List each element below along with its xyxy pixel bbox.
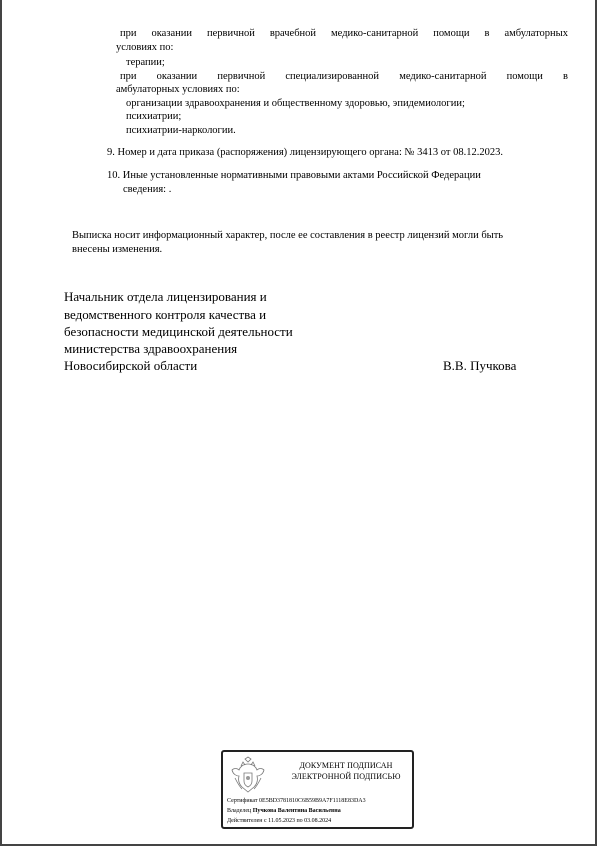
- activity-line: при оказании первичной врачебной медико-санитарной помощи в амбулаторных: [120, 28, 568, 39]
- item-9-order: 9. Номер и дата приказа (распоряжения) лицензирующего органа: № 3413 от 08.12.2023.: [107, 147, 503, 158]
- activity-line: психиатрии;: [126, 111, 182, 122]
- electronic-signature-stamp: [221, 750, 414, 829]
- signatory-title: безопасности медицинской деятельности: [64, 324, 293, 339]
- item-10-line2: сведения: .: [123, 184, 172, 195]
- info-note-line2: внесены изменения.: [72, 244, 163, 255]
- activity-line: терапии;: [126, 57, 165, 68]
- stamp-validity: Действителен с 11.05.2023 по 03.08.2024: [227, 818, 332, 824]
- signatory-name: В.В. Пучкова: [443, 358, 517, 373]
- stamp-heading-line2: ЭЛЕКТРОННОЙ ПОДПИСЬЮ: [291, 772, 401, 781]
- item-10-line1: 10. Иные установленные нормативными правовыми актами Российской Федерации: [107, 170, 481, 181]
- stamp-owner: [227, 807, 341, 815]
- activity-line: условиях по:: [116, 42, 174, 53]
- signatory-title: Начальник отдела лицензирования и: [64, 289, 267, 304]
- stamp-heading: [281, 760, 411, 782]
- info-note-line1: Выписка носит информационный характер, после ее составления в реестр лицензий могли быть: [72, 230, 504, 241]
- stamp-owner-name: Пучкова Валентина Васильевна: [252, 808, 341, 814]
- activity-line: амбулаторных условиях по:: [116, 84, 240, 95]
- page-border-left: [0, 0, 2, 846]
- stamp-owner-label: Владелец: [227, 808, 252, 814]
- activity-line: организации здравоохранения и общественному здоровью, эпидемиологии;: [126, 98, 465, 109]
- stamp-heading-line1: ДОКУМЕНТ ПОДПИСАН: [299, 761, 393, 770]
- activity-line: психиатрии-наркологии.: [126, 125, 236, 136]
- coat-of-arms-icon: [229, 756, 267, 796]
- stamp-certificate: Сертификат 0E5BD3781810C6B59B9A7F1118E83DA3: [227, 798, 366, 804]
- activity-line: при оказании первичной специализированной медико-санитарной помощи в: [120, 71, 568, 82]
- signatory-title: министерства здравоохранения: [64, 341, 238, 356]
- signatory-title: Новосибирской области: [64, 358, 198, 373]
- signatory-title: ведомственного контроля качества и: [64, 307, 267, 322]
